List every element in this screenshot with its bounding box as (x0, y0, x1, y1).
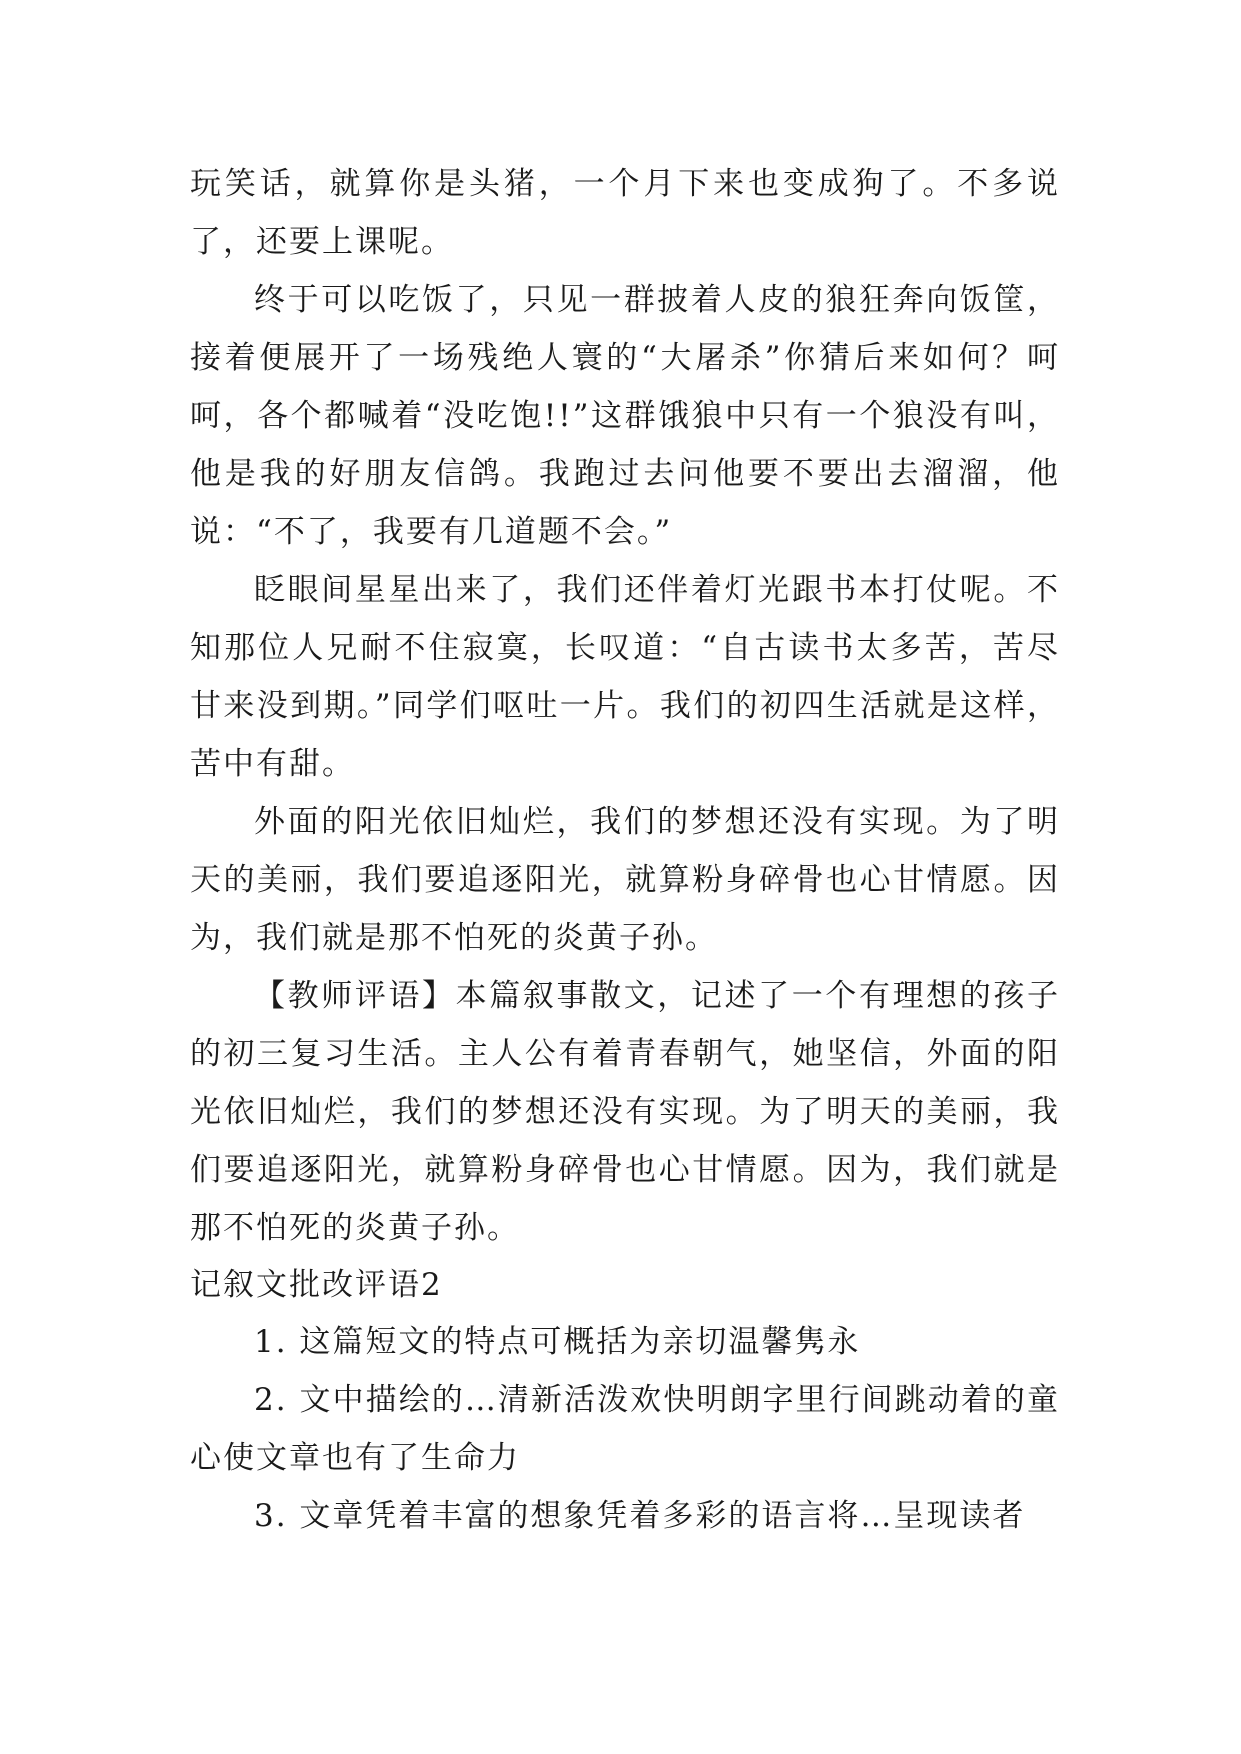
list-item-2: 2. 文中描绘的…清新活泼欢快明朗字里行间跳动着的童心使文章也有了生命力 (190, 1382, 1060, 1476)
paragraph-teacher-comment: 【教师评语】本篇叙事散文，记述了一个有理想的孩子的初三复习生活。主人公有着青春朝气，她坚信，外面的阳光依旧灿烂，我们的梦想还没有实现。为了明天的美丽，我们要追逐阳光，就算粉身碎骨也心甘情愿。因为，我们就是那不怕死的炎黄子孙。 (190, 978, 1060, 1246)
list-item-1: 1. 这篇短文的特点可概括为亲切温馨隽永 (254, 1324, 861, 1360)
paragraph-continuation: 玩笑话，就算你是头猪，一个月下来也变成狗了。不多说了，还要上课呢。 (190, 166, 1060, 260)
section-heading: 记叙文批改评语2 (190, 1267, 443, 1303)
paragraph-lunch: 终于可以吃饭了，只见一群披着人皮的狼狂奔向饭筐，接着便展开了一场残绝人寰的“大屠杀”你猜后来如何？呵呵，各个都喊着“没吃饱!!”这群饿狼中只有一个狼没有叫，他是我的好朋友信鸽。我跑过去问他要不要出去溜溜，他说：“不了，我要有几道题不会。” (190, 282, 1060, 550)
document-body (190, 155, 1060, 1545)
paragraph-sunshine: 外面的阳光依旧灿烂，我们的梦想还没有实现。为了明天的美丽，我们要追逐阳光，就算粉身碎骨也心甘情愿。因为，我们就是那不怕死的炎黄子孙。 (190, 804, 1060, 956)
list-item-3: 3. 文章凭着丰富的想象凭着多彩的语言将…呈现读者 (254, 1498, 1026, 1534)
paragraph-evening-study: 眨眼间星星出来了，我们还伴着灯光跟书本打仗呢。不知那位人兄耐不住寂寞，长叹道：“自古读书太多苦，苦尽甘来没到期。”同学们呕吐一片。我们的初四生活就是这样，苦中有甜。 (190, 572, 1060, 782)
